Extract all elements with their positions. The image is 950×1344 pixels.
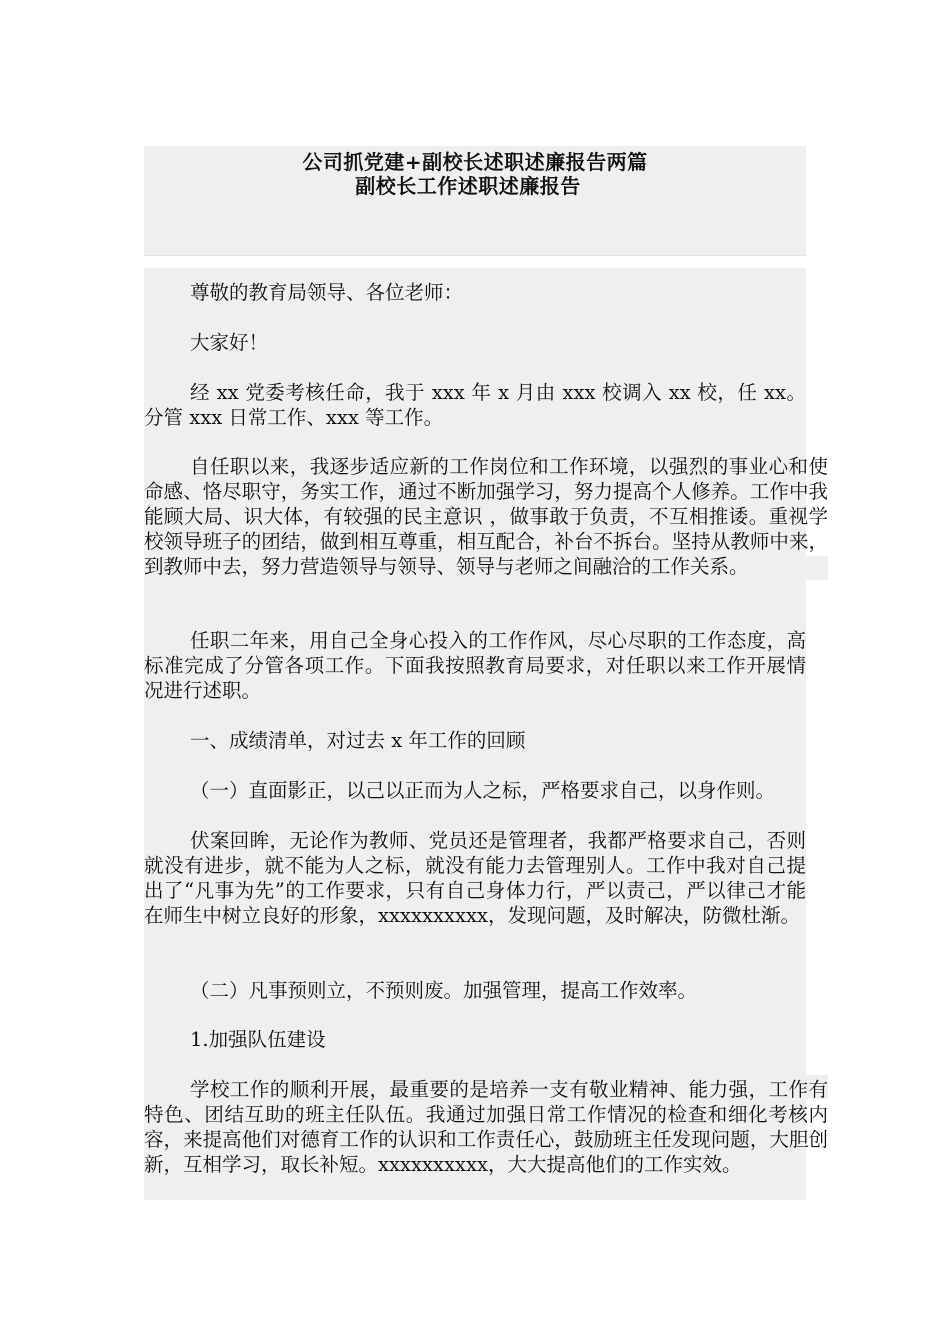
paragraph-self-discipline: 伏案回眸，无论作为教师、党员还是管理者，我都严格要求自己，否则就没有进步，就不能为人之标，就没有能力去管理别人。工作中我对自己提出了“凡事为先”的工作要求，只有自己身体力行，严以责己，严以律己才能在师生中树立良好的形象，xxxxxxxxxx，发现问题，及时解决，防微杜渐。 bbox=[144, 829, 806, 927]
document-subtitle: 副校长工作述职述廉报告 bbox=[355, 174, 581, 198]
salutation: 尊敬的教育局领导、各位老师： bbox=[190, 281, 464, 304]
subsection-heading-2: （二）凡事预则立，不预则废。加强管理，提高工作效率。 bbox=[190, 979, 698, 1002]
title-block bbox=[144, 146, 806, 256]
greeting: 大家好！ bbox=[190, 331, 269, 354]
subsection-heading-1: （一）直面影正，以己以正而为人之标，严格要求自己，以身作则。 bbox=[190, 779, 776, 802]
paragraph-two-years: 任职二年来，用自己全身心投入的工作作风，尽心尽职的工作态度，高标准完成了分管各项工作。下面我按照教育局要求，对任职以来工作开展情况进行述职。 bbox=[144, 629, 806, 702]
item-heading-1: 1.加强队伍建设 bbox=[190, 1028, 326, 1051]
paragraph-appointment: 经 xx 党委考核任命，我于 xxx 年 x 月由 xxx 校调入 xx 校，任 xx。分管 xxx 日常工作、xxx 等工作。 bbox=[144, 381, 806, 429]
document-title: 公司抓党建+副校长述职述廉报告两篇 bbox=[302, 150, 648, 174]
paragraph-since-appointment: 自任职以来，我逐步适应新的工作岗位和工作环境，以强烈的事业心和使命感、恪尽职守，务实工作，通过不断加强学习，努力提高个人修养。工作中我能顾大局、识大体，有较强的民主意识 ，做事敢于负责，不互相推诿。重视学校领导班子的团结，做到相互尊重，相互配合，补台不拆台。坚持从教师中来，到教师中去，努力营造领导与领导、领导与老师之间融洽的工作关系。 bbox=[144, 455, 828, 578]
paragraph-team-building: 学校工作的顺利开展，最重要的是培养一支有敬业精神、能力强，工作有特色、团结互助的班主任队伍。我通过加强日常工作情况的检查和细化考核内容，来提高他们对德育工作的认识和工作责任心，鼓励班主任发现问题，大胆创新，互相学习，取长补短。xxxxxxxxxx，大大提高他们的工作实效。 bbox=[144, 1078, 828, 1176]
section-heading-1: 一、成绩清单，对过去 x 年工作的回顾 bbox=[190, 729, 526, 752]
